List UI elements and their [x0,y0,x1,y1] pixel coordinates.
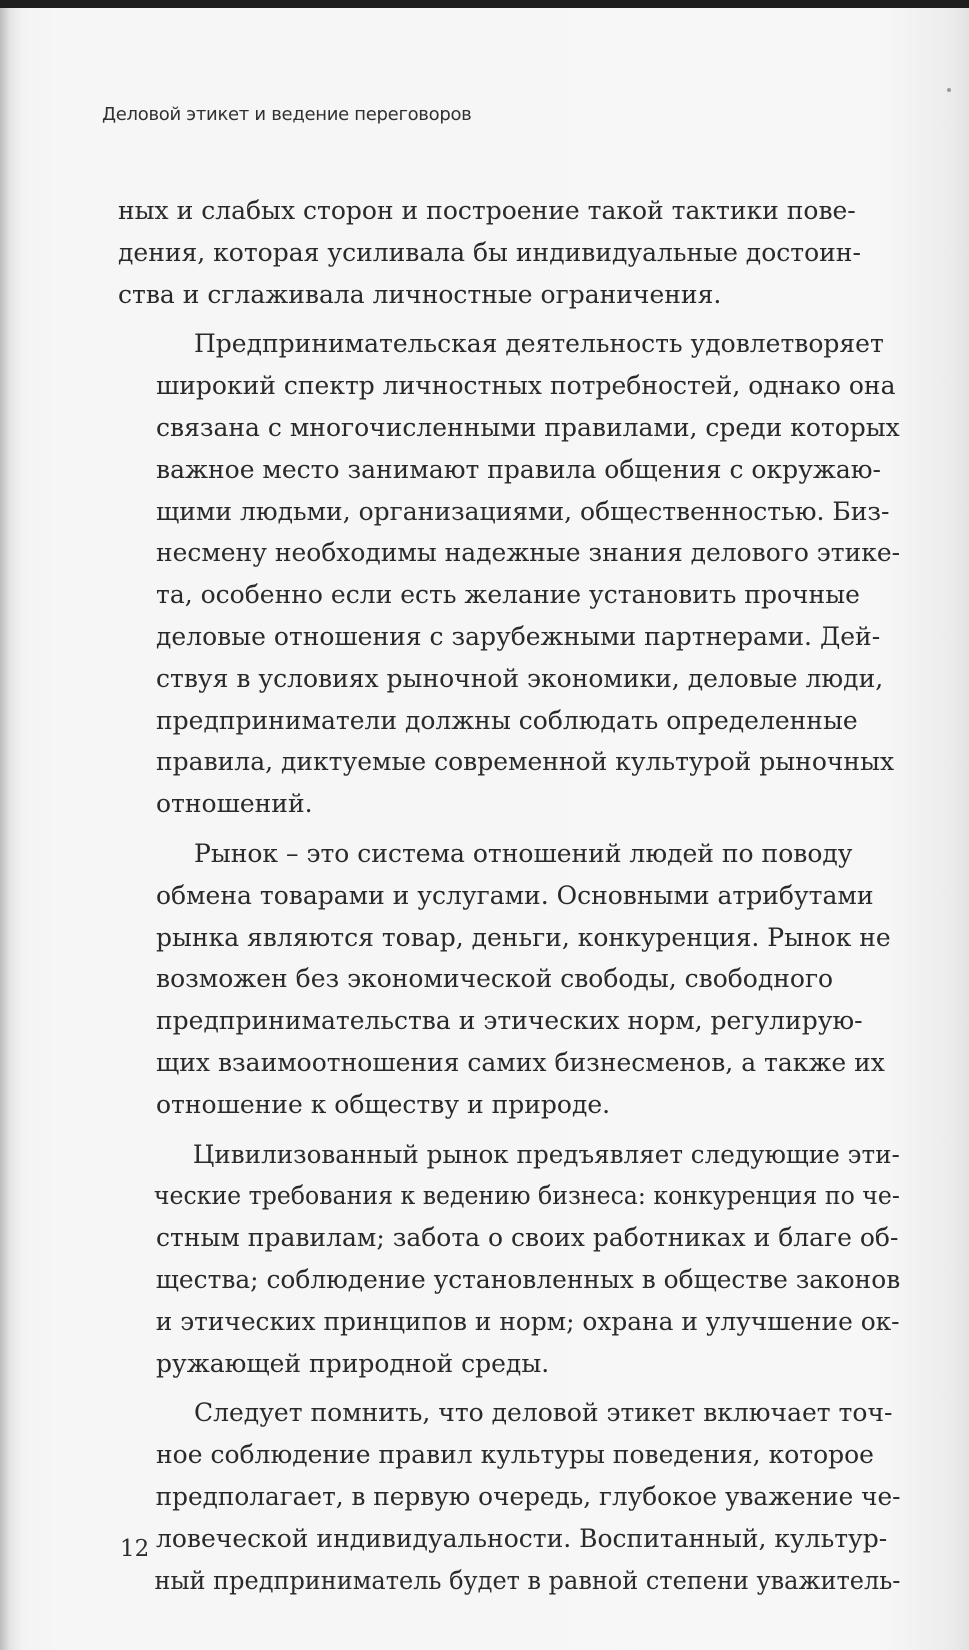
text-line: ства и сглаживала личностные ограничения. [118,279,722,309]
text-line: рынка являются товар, деньги, конкуренция. Рынок не [156,922,891,952]
text-line: деловые отношения с зарубежными партнерами. Дей- [156,621,881,651]
page-number: 12 [120,1536,150,1562]
text-line: ное соблюдение правил культуры поведения, которое [156,1440,874,1470]
text-line: ный предприниматель будет в равной степени уважитель- [154,1565,901,1595]
text-line: широкий спектр личностных потребностей, однако она [156,371,896,401]
text-line: Предпринимательская деятельность удовлетворяет [194,329,884,359]
paragraph [118,1134,900,1385]
text-line: предполагает, в первую очередь, глубокое уважение че- [155,1481,901,1511]
paragraph [118,323,900,825]
text-line: обмена товарами и услугами. Основными атрибутами [156,880,874,910]
text-line: ных и слабых сторон и построение такой тактики пове- [118,196,856,225]
text-line: возможен без экономической свободы, свободного [156,964,834,994]
running-head: Деловой этикет и ведение переговоров [102,104,472,125]
text-line: и этических принципов и норм; охрана и улучшение ок- [155,1306,900,1336]
scan-speck [947,88,951,92]
text-line: Цивилизованный рынок предъявляет следующие эти- [192,1139,900,1169]
text-line: важное место занимают правила общения с окружаю- [156,454,881,484]
text-line: отношение к обществу и природе. [156,1089,611,1119]
text-line: предприниматели должны соблюдать определенные [156,705,858,735]
scan-top-edge [0,0,969,8]
text-line: ружающей природной среды. [156,1348,550,1378]
paragraph [118,1392,900,1601]
text-line: Следует помнить, что деловой этикет включает точ- [194,1398,893,1428]
text-line: связана с многочисленными правилами, среди которых [156,412,900,442]
text-line: стным правилам; забота о своих работниках и благе об- [156,1223,899,1253]
text-line: щими людьми, организациями, общественностью. Биз- [156,496,890,526]
paragraph [118,190,900,315]
text-line: щих взаимоотношения самих бизнесменов, а также их [156,1047,885,1077]
text-line: несмену необходимы надежные знания делового этике- [155,538,901,568]
text-line: щества; соблюдение установленных в обществе законов [155,1264,901,1294]
text-line: ческие требования к ведению бизнеса: конкуренция по че- [153,1181,900,1211]
text-line: та, особенно если есть желание установить прочные [156,580,860,610]
body-text [118,190,900,1609]
text-line: правила, диктуемые современной культурой рыночных [156,747,895,777]
text-line: отношений. [156,789,313,819]
text-line: ловеческой индивидуальности. Воспитанный, культур- [156,1523,888,1553]
text-line: Рынок – это система отношений людей по поводу [194,838,853,868]
text-line: предпринимательства и этических норм, регулирую- [156,1006,863,1036]
paragraph [118,833,900,1126]
text-line: ствуя в условиях рыночной экономики, деловые люди, [156,663,884,693]
text-line: дения, которая усиливала бы индивидуальные достоин- [118,237,861,267]
